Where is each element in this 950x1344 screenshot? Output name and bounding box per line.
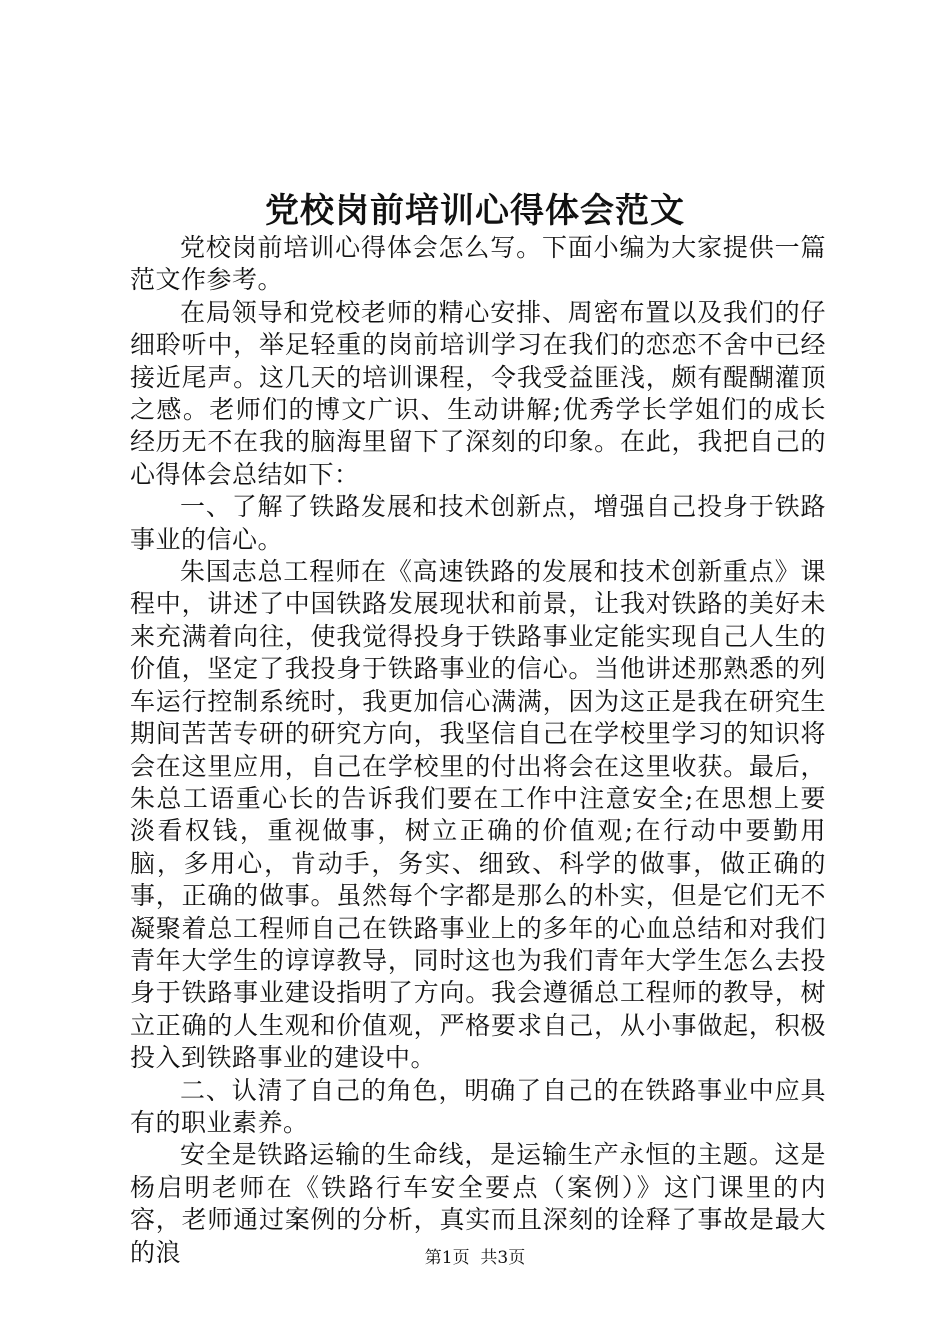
- section-heading-one: 一、了解了铁路发展和技术创新点，增强自己投身于铁路事业的信心。: [130, 492, 826, 554]
- paragraph-overview: 在局领导和党校老师的精心安排、周密布置以及我们的仔细聆听中，举足轻重的岗前培训学习在我们的恋恋不舍中已经接近尾声。这几天的培训课程，令我受益匪浅，颇有醍醐灌顶之感。老师们的博文广识、生动讲解;优秀学长学姐们的成长经历无不在我的脑海里留下了深刻的印象。在此，我把自己的心得体会总结如下：: [130, 297, 826, 489]
- page-total: 共3页: [480, 1248, 526, 1268]
- page-number: 第1页: [424, 1248, 470, 1268]
- document-body: [130, 232, 826, 1269]
- paragraph-intro: 党校岗前培训心得体会怎么写。下面小编为大家提供一篇范文作参考。: [130, 233, 826, 295]
- page-footer: [0, 1243, 950, 1268]
- footer-spacer: [470, 1248, 481, 1268]
- paragraph-section-two: 安全是铁路运输的生命线，是运输生产永恒的主题。这是杨启明老师在《铁路行车安全要点（案例）》这门课里的内容，老师通过案例的分析，真实而且深刻的诠释了事故是最大的浪: [130, 1140, 826, 1267]
- section-heading-two: 二、认清了自己的角色，明确了自己的在铁路事业中应具有的职业素养。: [130, 1075, 826, 1137]
- paragraph-section-one: 朱国志总工程师在《高速铁路的发展和技术创新重点》课程中，讲述了中国铁路发展现状和前景，让我对铁路的美好未来充满着向往，使我觉得投身于铁路事业定能实现自己人生的价值，坚定了我投身于铁路事业的信心。当他讲述那熟悉的列车运行控制系统时，我更加信心满满，因为这正是我在研究生期间苦苦专研的研究方向，我坚信自己在学校里学习的知识将会在这里应用，自己在学校里的付出将会在这里收获。最后，朱总工语重心长的告诉我们要在工作中注意安全;在思想上要淡看权钱，重视做事，树立正确的价值观;在行动中要勤用脑，多用心，肯动手，务实、细致、科学的做事，做正确的事，正确的做事。虽然每个字都是那么的朴实，但是它们无不凝聚着总工程师自己在铁路事业上的多年的心血总结和对我们青年大学生的谆谆教导，同时这也为我们青年大学生怎么去投身于铁路事业建设指明了方向。我会遵循总工程师的教导，树立正确的人生观和价值观，严格要求自己，从小事做起，积极投入到铁路事业的建设中。: [130, 557, 826, 1073]
- document-title: 党校岗前培训心得体会范文: [265, 191, 685, 231]
